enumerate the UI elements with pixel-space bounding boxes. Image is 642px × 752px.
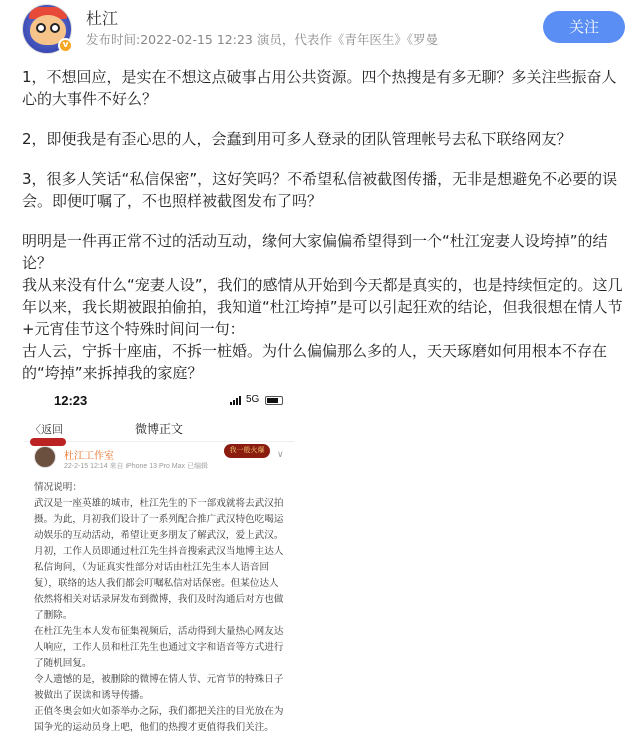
paragraph-1: 1，不想回应，是实在不想这点破事占用公共资源。四个热搜是有多无聊？多关注些振奋人心的大事件不好么？ [22, 68, 617, 108]
avatar-eye-right [50, 23, 60, 33]
username[interactable]: 杜江 [86, 9, 119, 28]
status-time: 12:23 [54, 393, 88, 408]
follow-button[interactable]: 关注 [543, 11, 625, 43]
network-label: 5G [246, 394, 260, 405]
screenshot-line: 月初，工作人员即通过杜江先生抖音搜索武汉当地博主达人私信询问，（为证真实性部分对话由杜江先生本人语音回复），联络的达人我们都会叮嘱私信对话保密。但某位达人依然将相关对话录屏发布到微博，我们及时沟通后对方也做了删除。 [34, 546, 284, 621]
paragraph-3: 3，很多人笑话“私信保密”，这好笑吗？不希望私信被截图传播，无非是想避免不必要的误会。即便叮嘱了，不也照样被截图发布了吗？ [22, 170, 618, 210]
screenshot-body [34, 480, 288, 736]
screenshot-line: 武汉是一座英雄的城市，杜江先生的下一部戏就将去武汉拍摄。为此，月初我们设计了一系列配合推广武汉特色吃喝运动娱乐的互动活动，希望让更多朋友了解武汉，爱上武汉。 [34, 498, 284, 541]
screenshot-badge: 我一般火爆 [224, 444, 270, 458]
screenshot-post-header [24, 444, 294, 478]
post-meta: 发布时间:2022-02-15 12:23 演员，代表作《青年医生》《罗曼 [86, 32, 439, 47]
post-content [22, 66, 630, 384]
signal-icon [230, 396, 242, 405]
chevron-down-icon: ∨ [277, 449, 284, 459]
screenshot-nav-title: 微博正文 [134, 422, 183, 436]
screenshot-avatar [34, 446, 56, 468]
screenshot-line: 令人遗憾的是，被删除的微博在情人节、元宵节的特殊日子被做出了误读和诱导传播。 [34, 674, 284, 701]
phone-status-bar [24, 386, 294, 416]
embedded-screenshot[interactable] [24, 386, 294, 752]
decorative-banner-icon [30, 438, 66, 446]
avatar-eye-left [36, 23, 46, 33]
screenshot-line: 情况说明： [34, 482, 82, 493]
verified-badge-icon: v [58, 38, 73, 53]
screenshot-author-meta: 22-2-15 12:14 来自 iPhone 13 Pro Max 已编辑 [64, 463, 208, 470]
screenshot-line: 正值冬奥会如火如荼举办之际，我们都把关注的目光放在为国争光的运动员身上吧，他们的热搜才更值得我们关注。 [34, 706, 284, 733]
battery-icon [265, 396, 283, 405]
paragraph-4: 明明是一件再正常不过的活动互动，缘何大家偏偏希望得到一个“杜江宠妻人设垮掉”的结论？ 我从来没有什么“宠妻人设”，我们的感情从开始到今天都是真实的，也是持续恒定的。这几年以来，我长期被跟拍偷拍，我知道“杜江垮掉”是可以引起狂欢的结论，但我很想在情人节+元宵佳节这个特殊时间问一句： 古人云，宁拆十座庙，不拆一桩婚。为什么偏偏那么多的人，天天琢磨如何用根本不存在的“垮掉”来拆掉我的家庭？ [22, 232, 623, 382]
back-button: 〈返回 [30, 424, 63, 436]
screenshot-line: 在杜江先生本人发布征集视频后，活动得到大量热心网友达人响应，工作人员和杜江先生也通过文字和语音等方式进行了随机回复。 [34, 626, 284, 669]
post-header [0, 0, 642, 62]
screenshot-author: 杜江工作室 [64, 451, 114, 462]
paragraph-2: 2，即便我是有歪心思的人，会蠢到用可多人登录的团队管理帐号去私下联络网友？ [22, 130, 572, 148]
